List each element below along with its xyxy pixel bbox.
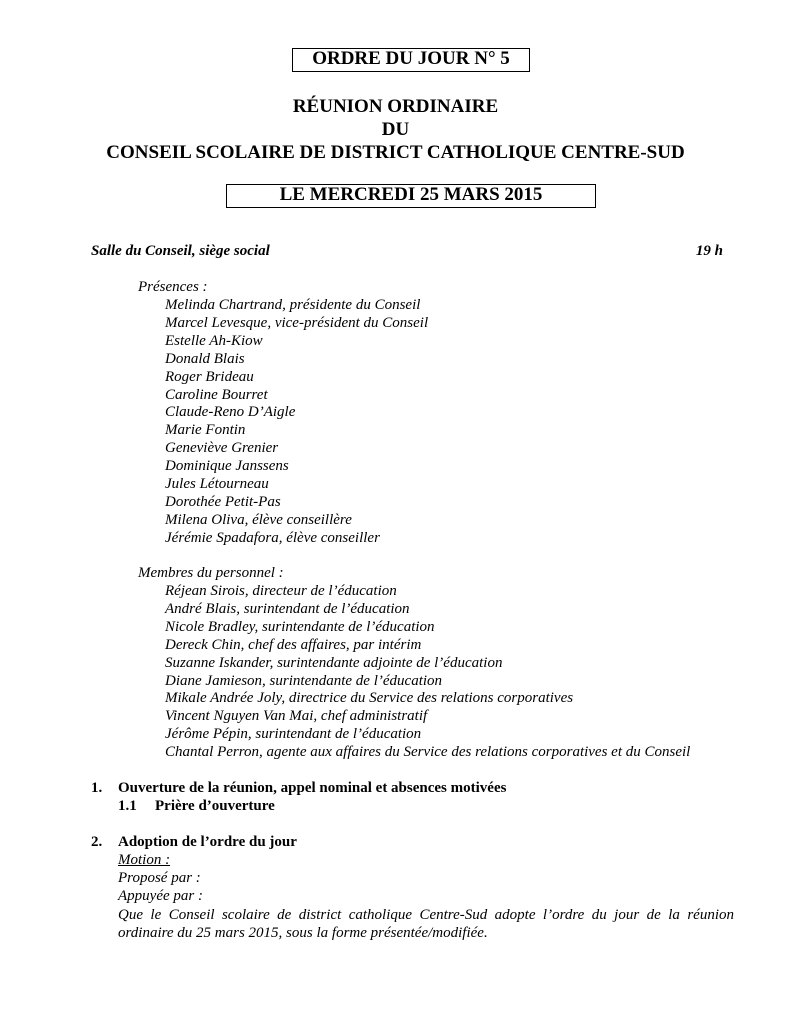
list-item: Claude-Reno D’Aigle	[165, 404, 296, 421]
list-item: Roger Brideau	[165, 368, 254, 385]
list-item: Jules Létourneau	[165, 476, 269, 493]
list-item: Nicole Bradley, surintendante de l’éducation	[165, 618, 435, 635]
date-box	[226, 184, 596, 208]
presences-heading: Présences :	[138, 279, 208, 295]
staff-list	[165, 583, 690, 762]
agenda-item-2-title: Adoption de l’ordre du jour	[118, 834, 297, 850]
motion-text: Que le Conseil scolaire de district catholique Centre-Sud adopte l’ordre du jour de la réunion ordinaire du 25 mars 2015, sous la forme présentée/modifiée.	[118, 907, 734, 941]
agenda-item-2-number: 2.	[91, 834, 103, 850]
list-item: Estelle Ah-Kiow	[165, 332, 263, 349]
list-item: Caroline Bourret	[165, 386, 268, 403]
title-line-1: RÉUNION ORDINAIRE	[292, 96, 499, 117]
meeting-date: LE MERCREDI 25 MARS 2015	[279, 184, 543, 205]
list-item: Dorothée Petit-Pas	[165, 493, 281, 510]
meeting-time: 19 h	[695, 243, 723, 259]
staff-heading: Membres du personnel :	[138, 565, 284, 581]
list-item: André Blais, surintendant de l’éducation	[165, 600, 410, 617]
agenda-item-1-1-title: Prière d’ouverture	[155, 798, 275, 814]
list-item: Chantal Perron, agente aux affaires du Service des relations corporatives et du Conseil	[165, 744, 691, 761]
order-number: ORDRE DU JOUR N° 5	[312, 48, 510, 69]
presences-list	[165, 297, 428, 548]
list-item: Diane Jamieson, surintendante de l’éducation	[165, 672, 443, 689]
list-item: Dereck Chin, chef des affaires, par intérim	[165, 636, 422, 653]
agenda-item-1-number: 1.	[91, 780, 103, 796]
list-item: Melinda Chartrand, présidente du Conseil	[165, 297, 421, 313]
order-number-box	[292, 48, 530, 72]
seconded-by: Appuyée par :	[118, 888, 203, 904]
list-item: Réjean Sirois, directeur de l’éducation	[165, 583, 397, 599]
list-item: Marcel Levesque, vice-président du Conseil	[165, 314, 429, 331]
agenda-item-1-1-number: 1.1	[118, 798, 137, 814]
list-item: Suzanne Iskander, surintendante adjointe de l’éducation	[165, 654, 503, 671]
list-item: Jérémie Spadafora, élève conseiller	[165, 529, 380, 546]
list-item: Mikale Andrée Joly, directrice du Service des relations corporatives	[165, 690, 574, 707]
meeting-location: Salle du Conseil, siège social	[91, 243, 270, 259]
list-item: Donald Blais	[165, 350, 245, 367]
list-item: Dominique Janssens	[165, 458, 289, 475]
list-item: Jérôme Pépin, surintendant de l’éducation	[165, 726, 422, 743]
motion-label: Motion :	[118, 852, 171, 868]
agenda-item-1-title: Ouverture de la réunion, appel nominal et absences motivées	[118, 780, 507, 796]
title-line-2: DU	[381, 119, 410, 140]
title-line-3: CONSEIL SCOLAIRE DE DISTRICT CATHOLIQUE CENTRE-SUD	[106, 142, 685, 163]
list-item: Marie Fontin	[165, 422, 246, 439]
list-item: Vincent Nguyen Van Mai, chef administratif	[165, 708, 428, 725]
list-item: Milena Oliva, élève conseillère	[165, 511, 352, 528]
list-item: Geneviève Grenier	[165, 440, 279, 457]
proposed-by: Proposé par :	[118, 870, 201, 886]
